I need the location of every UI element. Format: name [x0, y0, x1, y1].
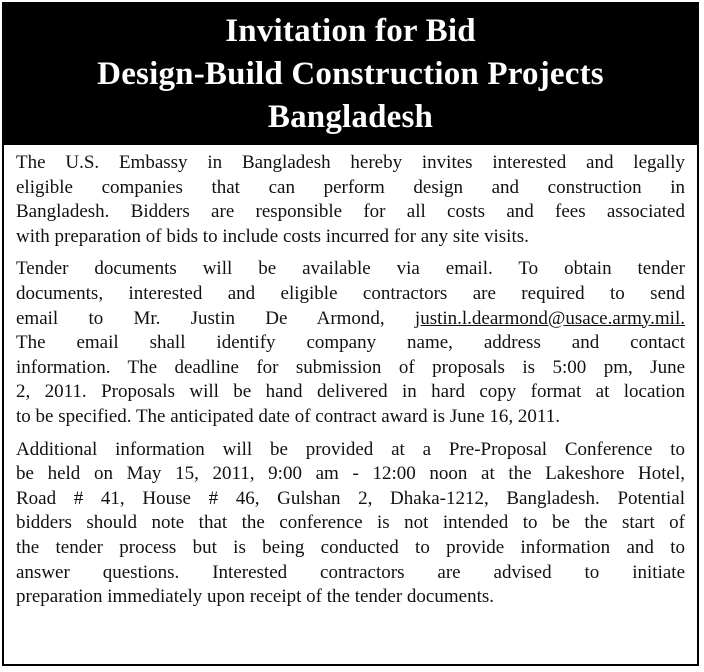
paragraph-line: bidders should note that the conference is not intended to be the start of: [16, 512, 685, 534]
paragraph-line: The U.S. Embassy in Bangladesh hereby invites interested and legally: [16, 152, 685, 173]
header-country: Bangladesh: [267, 99, 434, 135]
paragraph-line: information. The deadline for submission of proposals is 5:00 pm, June: [16, 356, 685, 378]
email-intro-text: email to Mr. Justin De Armond,: [16, 307, 415, 329]
paragraph-line: 2, 2011. Proposals will be hand delivered in hard copy format at location: [16, 381, 685, 403]
paragraph-line: answer questions. Interested contractors are advised to initiate: [16, 561, 685, 583]
paragraph-pre-proposal-conference: [16, 438, 685, 610]
paragraph-line: Road # 41, House # 46, Gulshan 2, Dhaka-1212, Bangladesh. Potential: [16, 487, 685, 509]
paragraph-line: Additional information will be provided at a Pre-Proposal Conference to: [16, 438, 685, 460]
header-title: Invitation for Bid: [225, 13, 476, 49]
paragraph-line: with preparation of bids to include costs incurred for any site visits.: [16, 225, 529, 247]
ad-header: [4, 4, 697, 145]
paragraph-line-with-email: [16, 307, 685, 332]
paragraph-line: preparation immediately upon receipt of the tender documents.: [16, 586, 494, 608]
contact-email-link[interactable]: justin.l.dearmond@usace.army.mil.: [414, 307, 685, 329]
paragraph-tender-documents: [16, 257, 685, 429]
paragraph-line: The email shall identify company name, address and contact: [16, 332, 685, 354]
paragraph-line: the tender process but is being conducted to provide information and to: [16, 536, 685, 558]
paragraph-line: to be specified. The anticipated date of contract award is June 16, 2011.: [16, 405, 560, 427]
header-subtitle: Design-Build Construction Projects: [97, 56, 604, 92]
paragraph-line: be held on May 15, 2011, 9:00 am - 12:00 noon at the Lakeshore Hotel,: [16, 463, 685, 485]
paragraph-line: documents, interested and eligible contractors are required to send: [16, 282, 685, 304]
paragraph-line: Tender documents will be available via email. To obtain tender: [16, 258, 685, 280]
paragraph-line: Bangladesh. Bidders are responsible for all costs and fees associated: [16, 201, 685, 223]
paragraph-invitation: [16, 151, 685, 249]
paragraph-line: eligible companies that can perform design and construction in: [16, 176, 685, 198]
ad-body: [4, 145, 697, 610]
bid-advertisement: [2, 2, 699, 666]
